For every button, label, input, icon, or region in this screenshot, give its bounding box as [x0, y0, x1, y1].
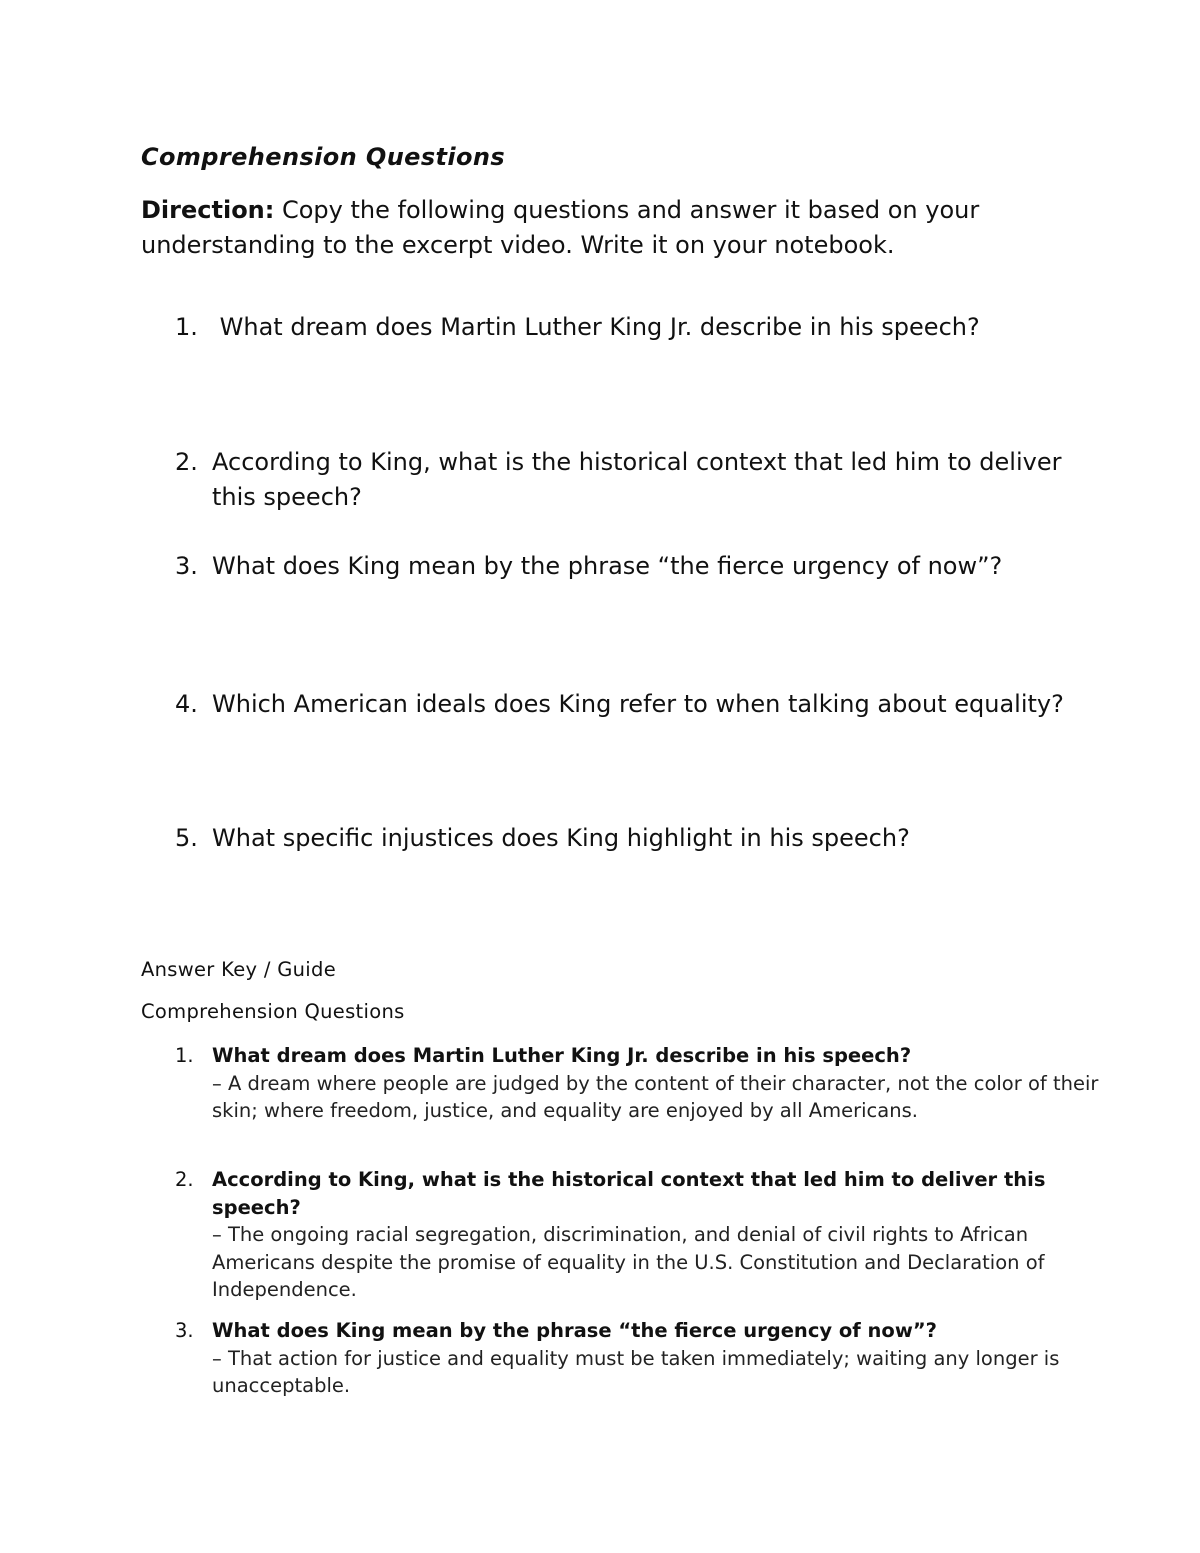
question-number: 3.: [175, 552, 198, 580]
question-text: Which American ideals does King refer to when talking about equality?: [212, 690, 1064, 718]
answer-number: 1.: [175, 1044, 194, 1067]
answer-item: [175, 1042, 1112, 1125]
question-number: 2.: [175, 448, 198, 476]
question-item: [175, 445, 1102, 515]
question-text: What dream does Martin Luther King Jr. describe in his speech?: [212, 313, 980, 341]
direction-label: Direction:: [141, 196, 275, 224]
question-item: [175, 687, 1102, 722]
answer-text: – That action for justice and equality must be taken immediately; waiting any longer is unacceptable.: [212, 1346, 1060, 1397]
question-text: What does King mean by the phrase “the fierce urgency of now”?: [212, 552, 1003, 580]
answer-text: – The ongoing racial segregation, discrimination, and denial of civil rights to African Americans despite the promise of equality in the U.S. Constitution and Declaration of Independence.: [212, 1223, 1045, 1301]
answer-key-subheading: Comprehension Questions: [141, 1000, 405, 1023]
question-number: 4.: [175, 690, 198, 718]
direction-text: Copy the following questions and answer it based on your understanding to the excerpt video. Write it on your notebook.: [141, 196, 980, 259]
question-item: [175, 821, 1102, 856]
answer-number: 2.: [175, 1168, 194, 1191]
question-number: 1.: [175, 313, 198, 341]
answer-question: What dream does Martin Luther King Jr. describe in his speech?: [212, 1044, 912, 1067]
answer-key-heading: Answer Key / Guide: [141, 958, 337, 981]
answer-number: 3.: [175, 1319, 194, 1342]
answer-text: – A dream where people are judged by the content of their character, not the color of their skin; where freedom, justice, and equality are enjoyed by all Americans.: [212, 1071, 1099, 1122]
question-text: What specific injustices does King highlight in his speech?: [212, 824, 910, 852]
question-number: 5.: [175, 824, 198, 852]
direction-paragraph: [141, 193, 1061, 262]
answer-question: According to King, what is the historical context that led him to deliver this speech?: [212, 1168, 1046, 1219]
question-item: [175, 310, 1102, 345]
answer-question: What does King mean by the phrase “the fierce urgency of now”?: [212, 1319, 937, 1342]
worksheet-title: Comprehension Questions: [141, 143, 506, 171]
answer-item: [175, 1317, 1112, 1400]
question-item: [175, 549, 1102, 584]
question-text: According to King, what is the historical context that led him to deliver this speech?: [212, 448, 1062, 511]
answer-item: [175, 1166, 1112, 1304]
